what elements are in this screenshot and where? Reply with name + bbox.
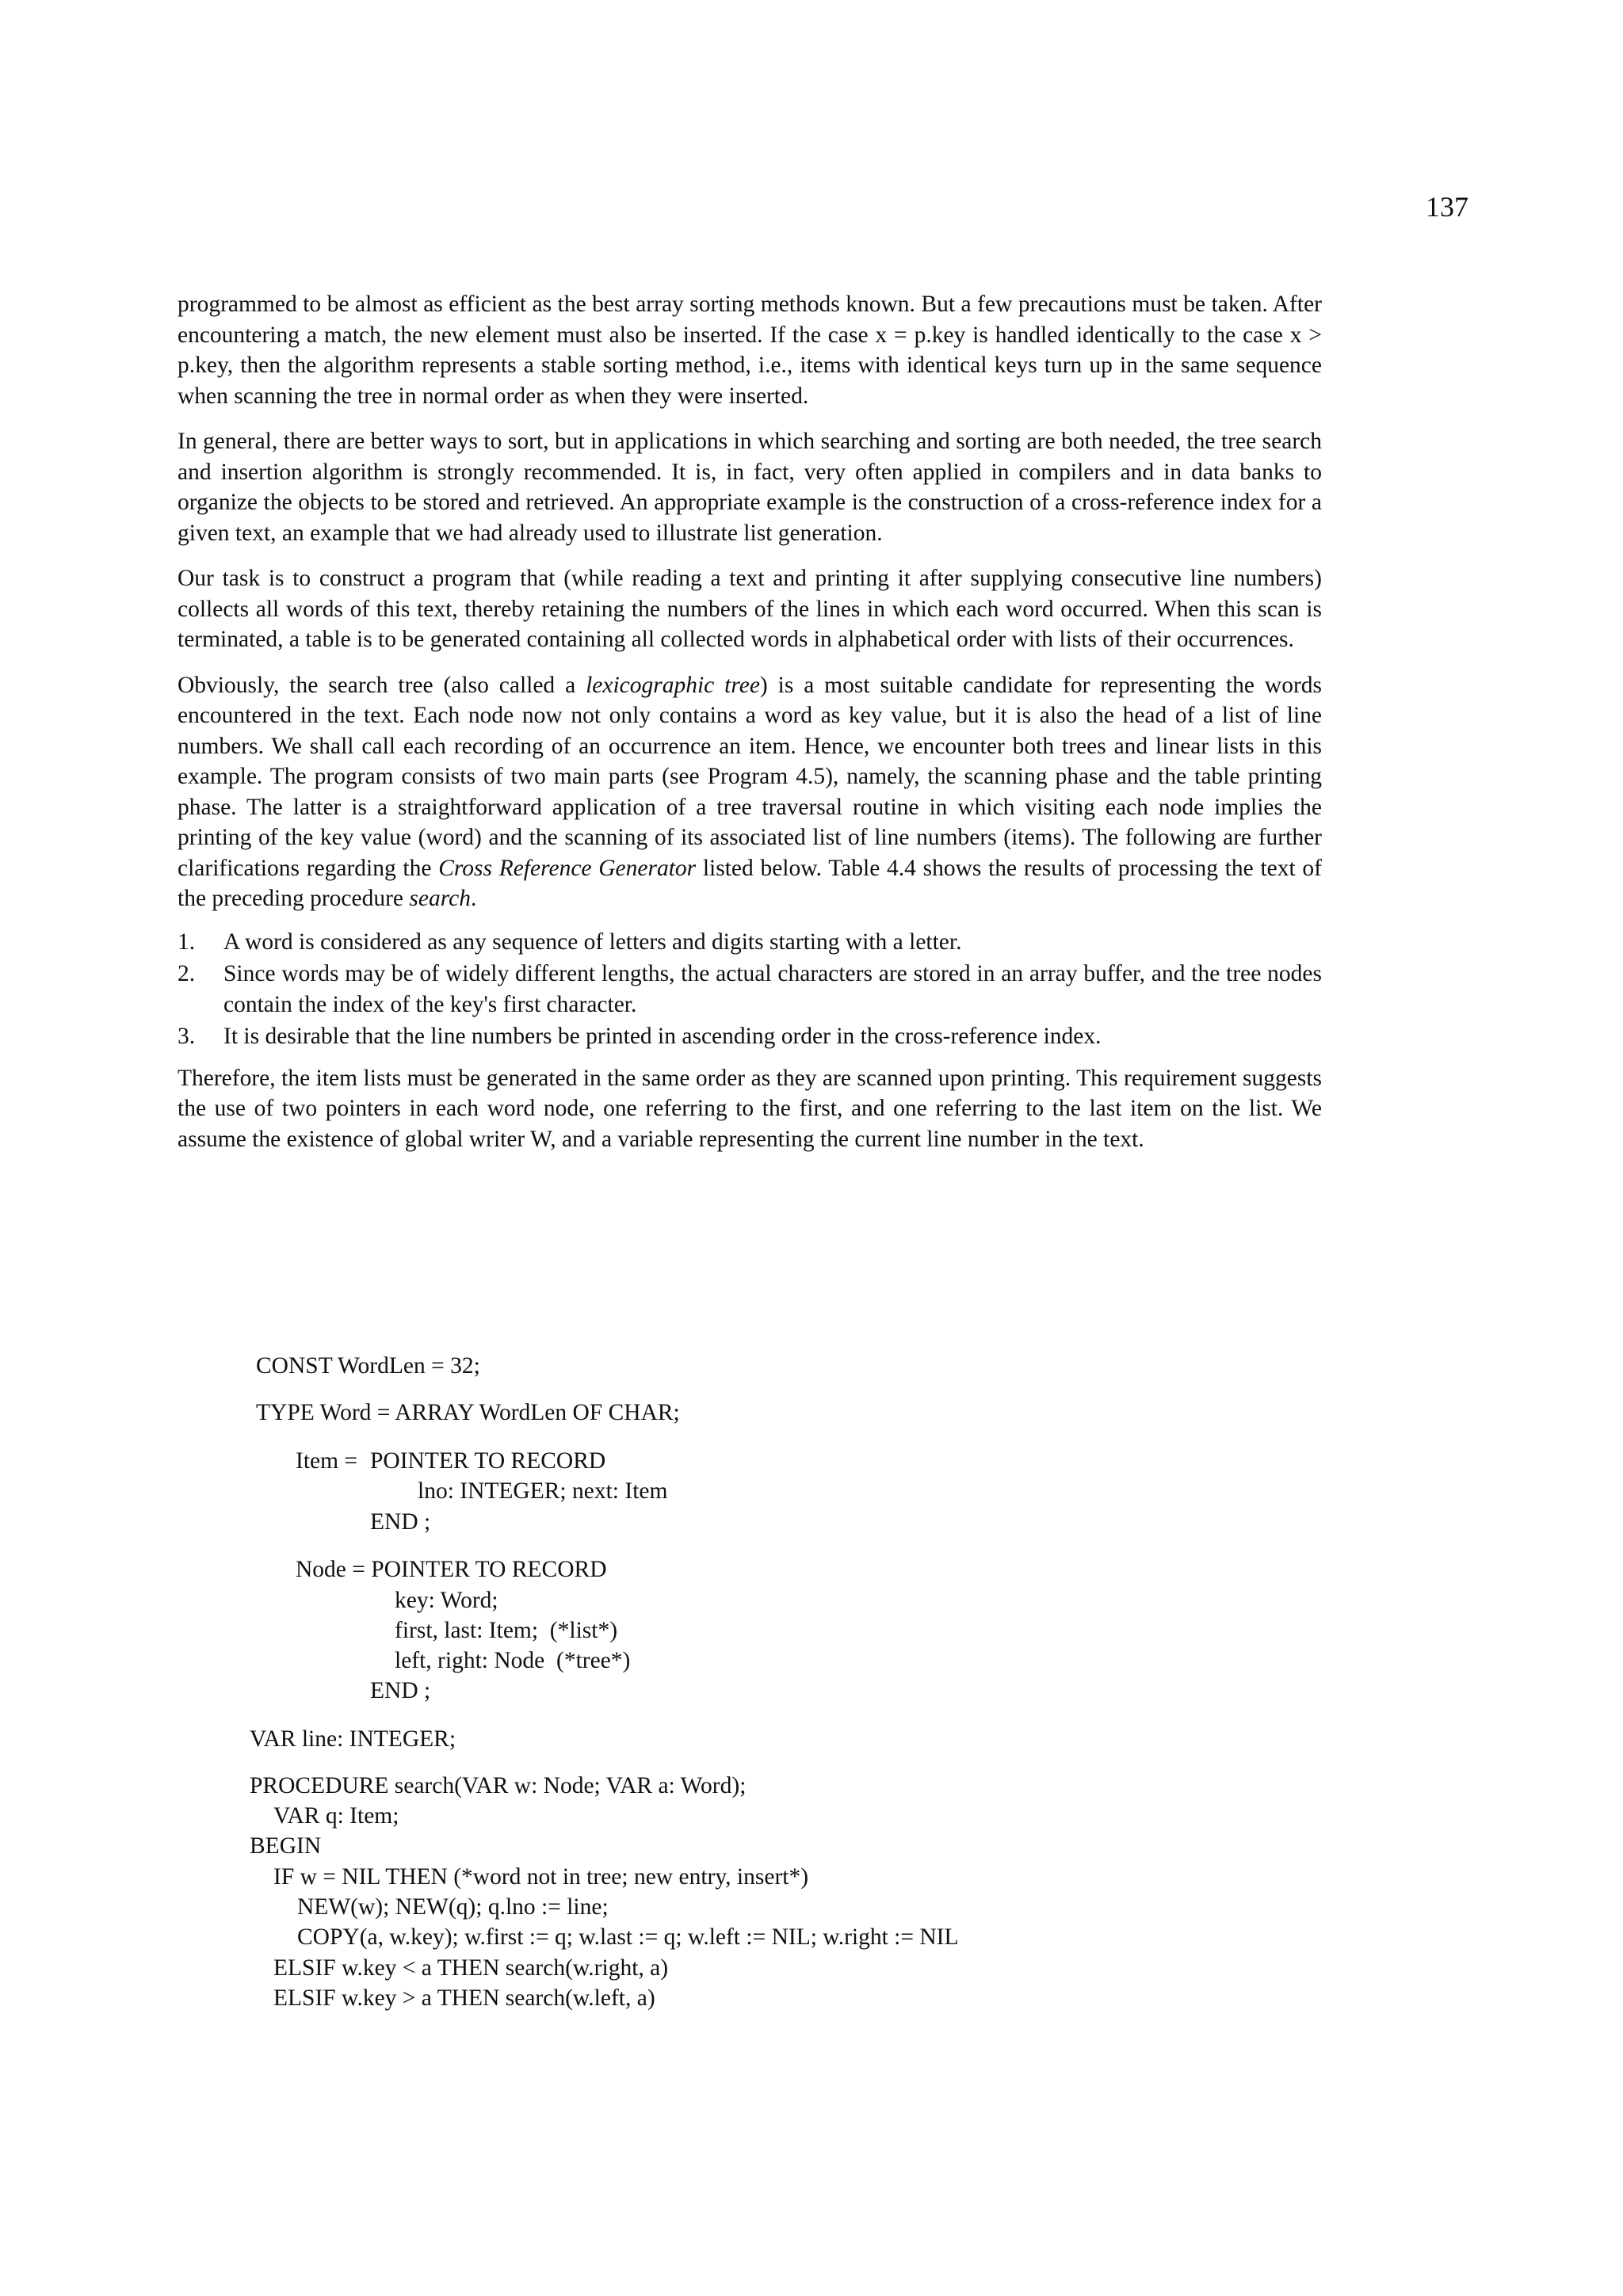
paragraph-1: programmed to be almost as efficient as the best array sorting methods known. But a few precautions must be taken. After encountering a match, the new element must also be inserted. If the case x = p.key is handled identically to the case x > p.key, then the algorithm represents a stable sorting method, i.e., items with identical keys turn up in the same sequence when scanning the tree in normal order as when they were inserted. — [178, 292, 1322, 409]
code-line: PROCEDURE search(VAR w: Node; VAR a: Word); — [250, 1773, 747, 1798]
code-line: COPY(a, w.key); w.first := q; w.last := q; w.left := NIL; w.right := NIL — [297, 1924, 959, 1950]
code-line: Node = POINTER TO RECORD — [296, 1557, 607, 1582]
page-number: 137 — [1426, 191, 1468, 223]
code-line: VAR line: INTEGER; — [250, 1726, 456, 1752]
code-line: END ; — [370, 1509, 431, 1535]
code-line: NEW(w); NEW(q); q.lno := line; — [297, 1894, 609, 1920]
code-line: key: Word; — [395, 1588, 498, 1613]
code-line: VAR q: Item; — [273, 1803, 399, 1829]
paragraph-4-part-3: listed below. Table 4.4 shows the results of processing the text of the preceding procedure — [178, 855, 1322, 911]
list-item — [178, 959, 1322, 1020]
body-text — [178, 289, 1322, 1169]
clarification-list — [178, 927, 1322, 1052]
list-number: 3. — [178, 1024, 196, 1049]
list-number: 1. — [178, 929, 196, 955]
code-line: left, right: Node (*tree*) — [395, 1648, 631, 1673]
code-line: CONST WordLen = 32; — [256, 1353, 480, 1379]
code-line: Item = — [296, 1448, 358, 1474]
paragraph-4-part-4: . — [470, 886, 477, 911]
list-text: A word is considered as any sequence of letters and digits starting with a letter. — [223, 929, 962, 955]
list-item — [178, 1021, 1322, 1052]
code-line: POINTER TO RECORD — [370, 1448, 606, 1474]
paragraph-5: Therefore, the item lists must be generated in the same order as they are scanned upon printing. This requirement suggests the use of two pointers in each word node, one referring to the first, and one referring to the last item on the list. We assume the existence of global writer W, and a variable representing the current line number in the text. — [178, 1065, 1322, 1152]
code-line: lno: INTEGER; next: Item — [418, 1478, 668, 1504]
term-lexicographic-tree: lexicographic tree — [586, 672, 760, 698]
paragraph-2: In general, there are better ways to sort, but in applications in which searching and sorting are both needed, the tree search and insertion algorithm is strongly recommended. It is, in fact, very often applied in compilers and in data banks to organize the objects to be stored and retrieved. An appropriate example is the construction of a cross-reference index for a given text, an example that we had already used to illustrate list generation. — [178, 429, 1322, 546]
list-number: 2. — [178, 961, 196, 986]
list-text: It is desirable that the line numbers be printed in ascending order in the cross-reference index. — [223, 1024, 1102, 1049]
code-line: END ; — [370, 1678, 431, 1703]
code-line: first, last: Item; (*list*) — [395, 1618, 618, 1643]
list-item — [178, 927, 1322, 958]
list-text: Since words may be of widely different lengths, the actual characters are stored in an array buffer, and the tree nodes contain the index of the key's first character. — [223, 961, 1322, 1017]
paragraph-4 — [178, 670, 1322, 914]
code-line: ELSIF w.key > a THEN search(w.left, a) — [273, 1985, 655, 2011]
term-search: search — [409, 886, 471, 911]
code-line: BEGIN — [250, 1833, 322, 1859]
code-line: ELSIF w.key < a THEN search(w.right, a) — [273, 1955, 669, 1981]
paragraph-3: Our task is to construct a program that (while reading a text and printing it after supplying consecutive line numbers) collects all words of this text, thereby retaining the numbers of the lines in which each word occurred. When this scan is terminated, a table is to be generated containing all collected words in alphabetical order with lists of their occurrences. — [178, 566, 1322, 652]
code-line: IF w = NIL THEN (*word not in tree; new entry, insert*) — [273, 1864, 809, 1890]
paragraph-4-part-1: Obviously, the search tree (also called a — [178, 672, 586, 698]
paragraph-4-part-2: ) is a most suitable candidate for representing the words encountered in the text. Each node now not only contains a word as key value, but it is also the head of a list of line numbers. We shall call each recording of an occurrence an item. Hence, we encounter both trees and linear lists in this example. The program consists of two main parts (see Program 4.5), namely, the scanning phase and the table printing phase. The latter is a straightforward application of a tree traversal routine in which visiting each node implies the printing of the key value (word) and the scanning of its associated list of line numbers (items). The following are further clarifications regarding the — [178, 672, 1323, 881]
code-line: TYPE Word = ARRAY WordLen OF CHAR; — [256, 1400, 680, 1425]
term-cross-reference-generator: Cross Reference Generator — [438, 855, 697, 881]
